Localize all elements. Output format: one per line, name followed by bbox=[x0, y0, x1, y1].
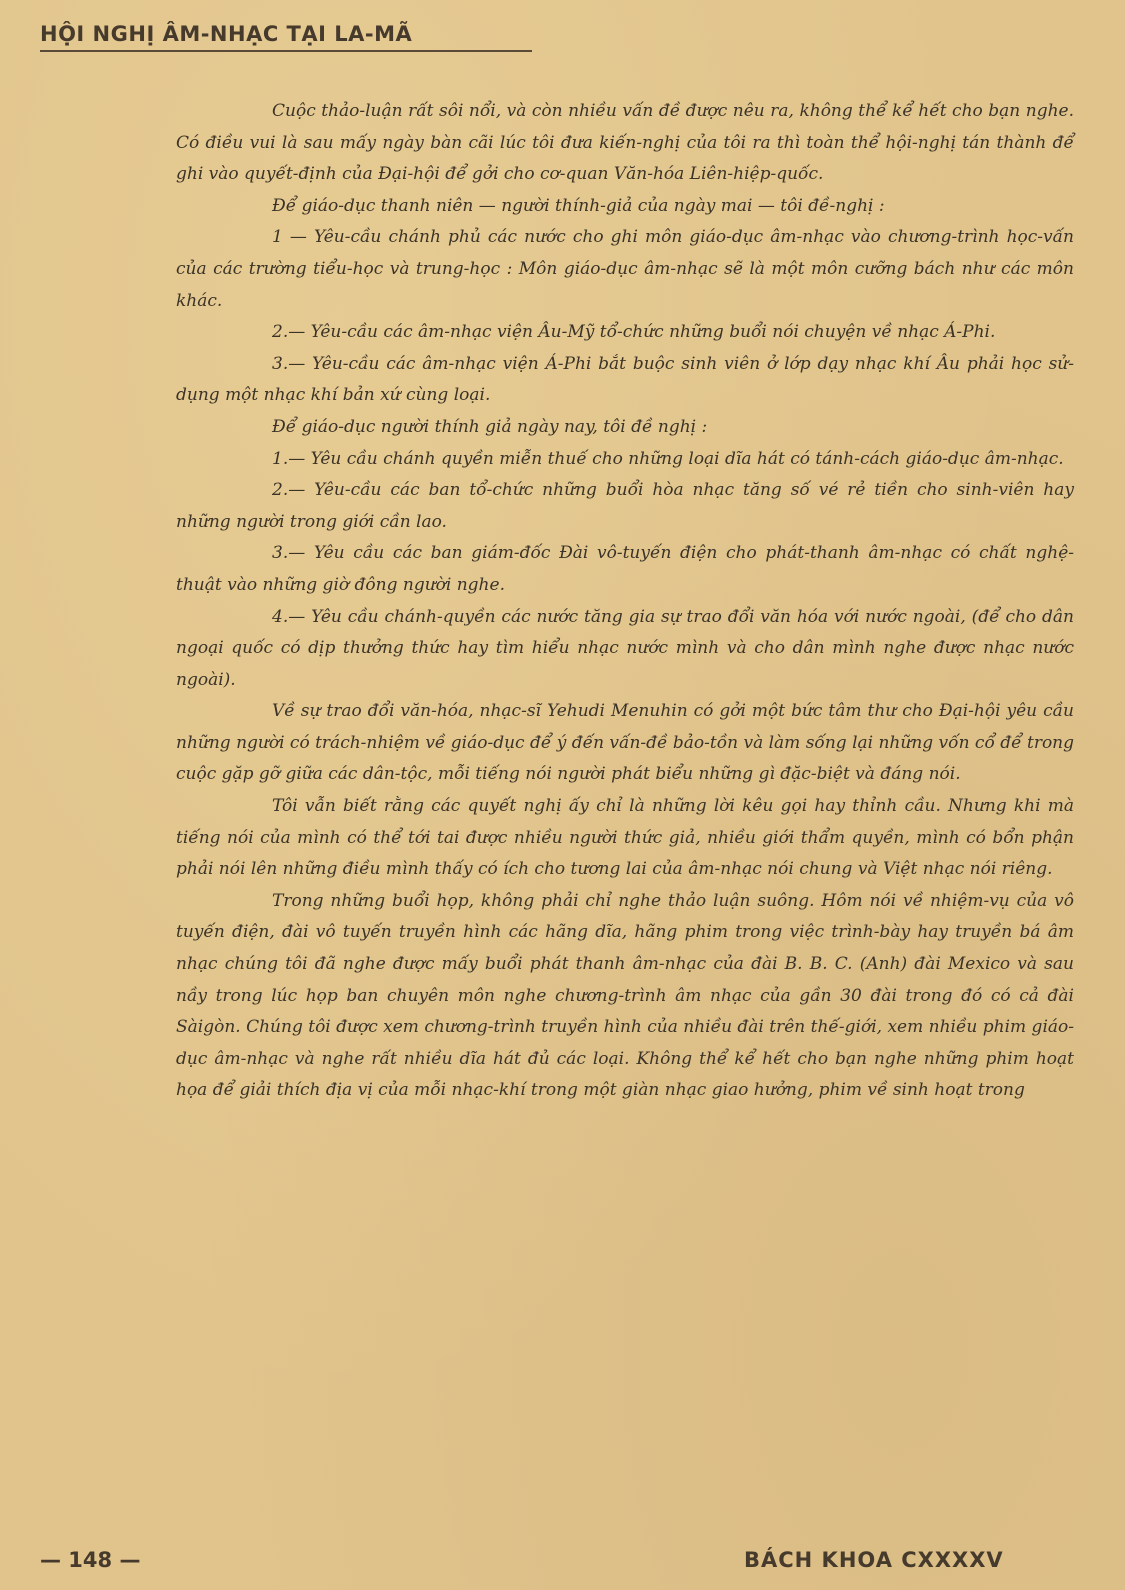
page-number: — 148 — bbox=[40, 1548, 141, 1572]
paragraph: Để giáo-dục thanh niên — người thính-giả của ngày mai — tôi đề-nghị : bbox=[272, 195, 885, 216]
list-item: 1 — Yêu-cầu chánh phủ các nước cho ghi môn giáo-dục âm-nhạc vào chương-trình học-vấn của các trường tiểu-học và trung-học : Môn giáo-dục âm-nhạc sẽ là một môn cưỡng bách như các môn khác. bbox=[176, 227, 1074, 311]
publication-title: BÁCH KHOA CXXXXV bbox=[744, 1548, 1004, 1572]
running-header: HỘI NGHỊ ÂM-NHẠC TẠI LA-MÃ bbox=[40, 22, 532, 52]
paragraph: Để giáo-dục người thính giả ngày nay, tôi đề nghị : bbox=[272, 416, 708, 437]
list-item: 3.— Yêu-cầu các âm-nhạc viện Á-Phi bắt buộc sinh viên ở lớp dạy nhạc khí Âu phải học sử-dụng một nhạc khí bản xứ cùng loại. bbox=[176, 353, 1074, 406]
list-item: 1.— Yêu cầu chánh quyền miễn thuế cho những loại dĩa hát có tánh-cách giáo-dục âm-nhạc. bbox=[272, 448, 1064, 469]
list-item: 2.— Yêu-cầu các ban tổ-chức những buổi hòa nhạc tăng số vé rẻ tiền cho sinh-viên hay những người trong giới cần lao. bbox=[176, 480, 1074, 532]
paragraph: Tôi vẫn biết rằng các quyết nghị ấy chỉ là những lời kêu gọi hay thỉnh cầu. Nhưng khi mà tiếng nói của mình có thể tới tai được nhiều người thức giả, nhiều giới thẩm quyền, mình có bổn phận phải nói lên những điều mình thấy có ích cho tương lai của âm-nhạc nói chung và Việt nhạc nói riêng. bbox=[176, 796, 1074, 880]
list-item: 2.— Yêu-cầu các âm-nhạc viện Âu-Mỹ tổ-chức những buổi nói chuyện về nhạc Á-Phi. bbox=[272, 322, 996, 343]
paragraph: Về sự trao đổi văn-hóa, nhạc-sĩ Yehudi Menuhin có gởi một bức tâm thư cho Đại-hội yêu cầu những người có trách-nhiệm về giáo-dục để ý đến vấn-đề bảo-tồn và làm sống lại những vốn cổ để trong cuộc gặp gỡ giữa các dân-tộc, mỗi tiếng nói người phát biểu những gì đặc-biệt và đáng nói. bbox=[176, 701, 1075, 785]
article-body bbox=[176, 96, 1074, 1107]
paragraph: Cuộc thảo-luận rất sôi nổi, và còn nhiều vấn đề được nêu ra, không thể kể hết cho bạn nghe. Có điều vui là sau mấy ngày bàn cãi lúc tôi đưa kiến-nghị của tôi ra thì toàn thể hội-nghị tán thành để ghi vào quyết-định của Đại-hội để gởi cho cơ-quan Văn-hóa Liên-hiệp-quốc. bbox=[176, 101, 1074, 185]
list-item: 4.— Yêu cầu chánh-quyền các nước tăng gia sự trao đổi văn hóa với nước ngoài, (để cho dân ngoại quốc có dịp thưởng thức hay tìm hiểu nhạc nước mình và cho dân mình nghe được nhạc nước ngoài). bbox=[176, 606, 1074, 690]
paragraph: Trong những buổi họp, không phải chỉ nghe thảo luận suông. Hôm nói về nhiệm-vụ của vô tuyến điện, đài vô tuyến truyền hình các hãng dĩa, hãng phim trong việc trình-bày hay truyền bá âm nhạc chúng tôi đã nghe được mấy buổi phát thanh âm-nhạc của đài B. B. C. (Anh) đài Mexico và sau nầy trong lúc họp ban chuyên môn nghe chương-trình âm nhạc của gần 30 đài trong đó có cả đài Sàigòn. Chúng tôi được xem chương-trình truyền hình của nhiều đài trên thế-giới, xem nhiều phim giáo-dục âm-nhạc và nghe rất nhiều dĩa hát đủ các loại. Không thể kể hết cho bạn nghe những phim hoạt họa để giải thích địa vị của mỗi nhạc-khí trong một giàn nhạc giao hưởng, phim về sinh hoạt trong bbox=[176, 890, 1074, 1101]
list-item: 3.— Yêu cầu các ban giám-đốc Đài vô-tuyến điện cho phát-thanh âm-nhạc có chất nghệ-thuật vào những giờ đông người nghe. bbox=[176, 543, 1074, 595]
